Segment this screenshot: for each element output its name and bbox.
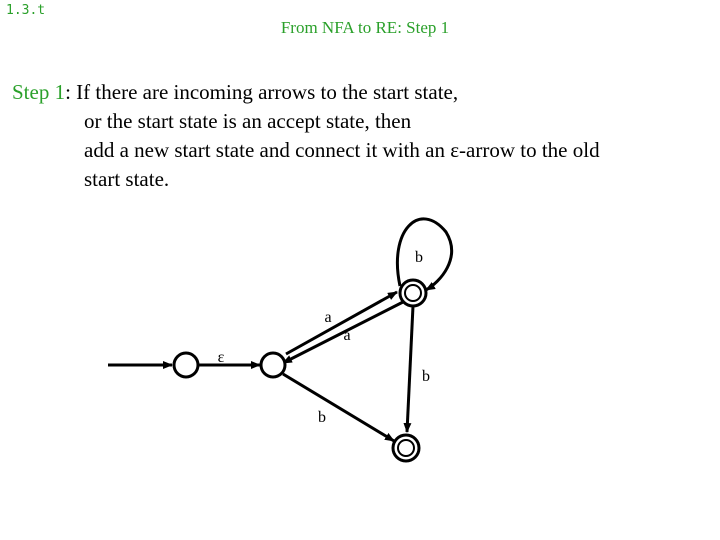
state-accept-bottom	[393, 435, 419, 461]
step-label: Step 1	[12, 80, 66, 104]
step-line-3: add a new start state and connect it with an ε-arrow to the old	[84, 138, 600, 162]
step-line-2: or the start state is an accept state, then	[84, 109, 412, 133]
edge-a-forward	[286, 292, 397, 354]
edge-b-top-to-bottom	[407, 306, 413, 432]
slide-title: From NFA to RE: Step 1	[280, 18, 450, 37]
state-accept-top	[400, 280, 426, 306]
slide-id: 1.3.t	[6, 3, 46, 18]
edge-label-b-left: b	[318, 409, 326, 426]
state-new-start	[174, 353, 198, 377]
edge-label-a-forward: a	[324, 309, 332, 326]
edge-label-epsilon: ε	[217, 349, 225, 366]
edge-label-b-right: b	[422, 368, 430, 385]
state-old-start	[261, 353, 285, 377]
edge-label-a-back: a	[343, 327, 351, 344]
step-line-1-text: : If there are incoming arrows to the start state,	[65, 80, 459, 104]
step-line-4: start state.	[84, 167, 170, 191]
edge-b-start-to-bottom	[283, 374, 394, 441]
edge-b-self-loop	[397, 219, 451, 290]
edge-label-b-loop: b	[415, 249, 423, 266]
